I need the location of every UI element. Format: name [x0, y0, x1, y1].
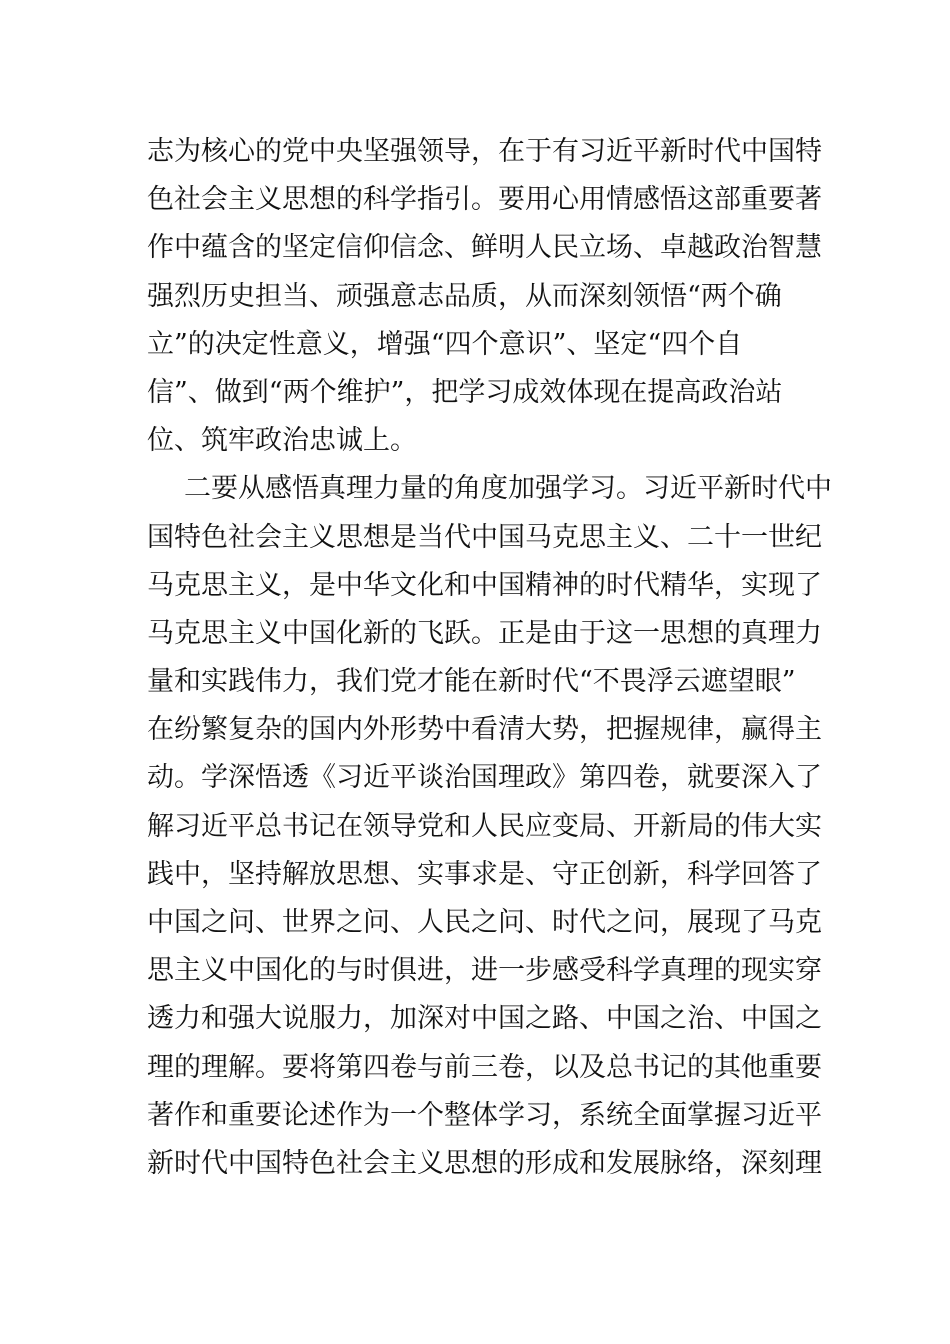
text-line: 信”、做到“两个维护”，把学习成效体现在提高政治站 [147, 376, 783, 408]
text-line: 在纷繁复杂的国内外形势中看清大势，把握规律，赢得主 [147, 714, 822, 746]
text-line: 中国之问、世界之问、人民之问、时代之问，展现了马克 [147, 907, 822, 938]
text-line: 透力和强大说服力，加深对中国之路、中国之治、中国之 [147, 1003, 822, 1035]
text-line: 马克思主义，是中华文化和中国精神的时代精华，实现了 [147, 569, 822, 601]
text-line: 动。学深悟透《习近平谈治国理政》第四卷，就要深入了 [147, 762, 822, 794]
text-line: 志为核心的党中央坚强领导，在于有习近平新时代中国特 [147, 136, 822, 167]
text-line: 马克思主义中国化新的飞跃。正是由于这一思想的真理力 [147, 617, 822, 649]
text-line: 新时代中国特色社会主义思想的形成和发展脉络，深刻理 [147, 1147, 822, 1179]
text-line: 作中蕴含的坚定信仰信念、鲜明人民立场、卓越政治智慧 [147, 232, 822, 264]
text-line: 强烈历史担当、顽强意志品质，从而深刻领悟“两个确 [147, 280, 782, 312]
text-line: 立”的决定性意义，增强“四个意识”、坚定“四个自 [147, 328, 743, 360]
text-line: 国特色社会主义思想是当代中国马克思主义、二十一世纪 [147, 521, 822, 553]
body-text [147, 128, 832, 1188]
paragraph-first-line: 二要从感悟真理力量的角度加强学习。习近平新时代中 [184, 473, 832, 505]
text-line: 色社会主义思想的科学指引。要用心用情感悟这部重要著 [147, 184, 822, 216]
text-line: 践中，坚持解放思想、实事求是、守正创新，科学回答了 [147, 858, 822, 890]
text-line: 著作和重要论述作为一个整体学习，系统全面掌握习近平 [147, 1099, 822, 1131]
text-line: 解习近平总书记在领导党和人民应变局、开新局的伟大实 [147, 810, 822, 842]
text-line: 量和实践伟力，我们党才能在新时代“不畏浮云遮望眼” [147, 666, 796, 698]
text-line: 理的理解。要将第四卷与前三卷，以及总书记的其他重要 [147, 1051, 822, 1083]
text-line: 位、筑牢政治忠诚上。 [147, 425, 417, 457]
text-line: 思主义中国化的与时俱进，进一步感受科学真理的现实穿 [147, 955, 822, 987]
